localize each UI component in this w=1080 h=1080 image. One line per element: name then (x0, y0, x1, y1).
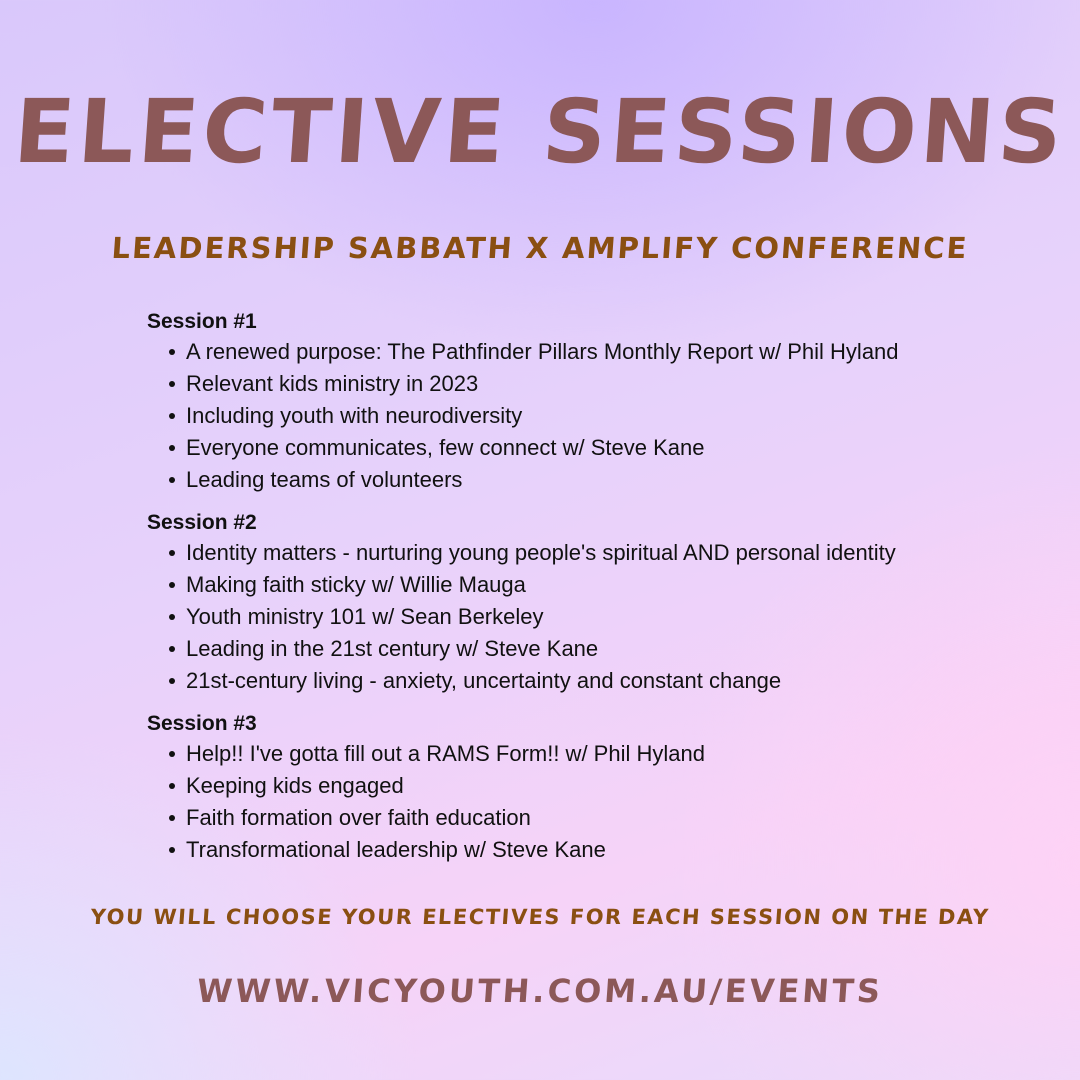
list-item-text: Keeping kids engaged (186, 773, 404, 798)
list-item-text: Including youth with neurodiversity (186, 403, 523, 428)
event-subtitle: LEADERSHIP SABBATH X AMPLIFY CONFERENCE (110, 231, 970, 265)
bullet-icon (169, 678, 175, 684)
bullet-icon (169, 847, 175, 853)
session-2 (147, 509, 1027, 697)
session-3 (147, 710, 1027, 866)
list-item-text: Making faith sticky w/ Willie Mauga (186, 572, 526, 597)
list-item (147, 368, 1027, 400)
session-items (147, 537, 1027, 697)
list-item (147, 738, 1027, 770)
list-item (147, 569, 1027, 601)
bullet-icon (169, 815, 175, 821)
bullet-icon (169, 413, 175, 419)
list-item-text: Everyone communicates, few connect w/ Steve Kane (186, 435, 705, 460)
list-item (147, 633, 1027, 665)
session-heading: Session #3 (147, 712, 257, 735)
list-item-text: A renewed purpose: The Pathfinder Pillars Monthly Report w/ Phil Hyland (186, 339, 899, 364)
list-item-text: Youth ministry 101 w/ Sean Berkeley (186, 604, 544, 629)
bullet-icon (169, 646, 175, 652)
bullet-icon (169, 614, 175, 620)
website-url: WWW.VICYOUTH.COM.AU/EVENTS (195, 972, 885, 1010)
list-item-text: Identity matters - nurturing young people's spiritual AND personal identity (186, 540, 896, 565)
sessions-list (147, 308, 1027, 866)
session-heading: Session #2 (147, 511, 257, 534)
list-item (147, 665, 1027, 697)
session-heading: Session #1 (147, 310, 257, 333)
list-item (147, 601, 1027, 633)
list-item (147, 537, 1027, 569)
bullet-icon (169, 477, 175, 483)
list-item-text: 21st-century living - anxiety, uncertainty and constant change (186, 668, 782, 693)
session-1 (147, 308, 1027, 496)
bullet-icon (169, 550, 175, 556)
session-items (147, 336, 1027, 496)
list-item (147, 834, 1027, 866)
list-item (147, 336, 1027, 368)
list-item (147, 432, 1027, 464)
list-item-text: Help!! I've gotta fill out a RAMS Form!! w/ Phil Hyland (186, 741, 705, 766)
list-item-text: Leading teams of volunteers (186, 467, 463, 492)
list-item-text: Relevant kids ministry in 2023 (186, 371, 479, 396)
session-items (147, 738, 1027, 866)
bullet-icon (169, 381, 175, 387)
page-title: ELECTIVE SESSIONS (10, 80, 1070, 183)
bullet-icon (169, 445, 175, 451)
list-item (147, 464, 1027, 496)
list-item-text: Transformational leadership w/ Steve Kane (186, 837, 606, 862)
list-item-text: Faith formation over faith education (186, 805, 531, 830)
bullet-icon (169, 349, 175, 355)
bullet-icon (169, 783, 175, 789)
list-item (147, 802, 1027, 834)
electives-note: YOU WILL CHOOSE YOUR ELECTIVES FOR EACH SESSION ON THE DAY (89, 905, 991, 929)
list-item (147, 400, 1027, 432)
list-item (147, 770, 1027, 802)
bullet-icon (169, 751, 175, 757)
bullet-icon (169, 582, 175, 588)
list-item-text: Leading in the 21st century w/ Steve Kane (186, 636, 599, 661)
